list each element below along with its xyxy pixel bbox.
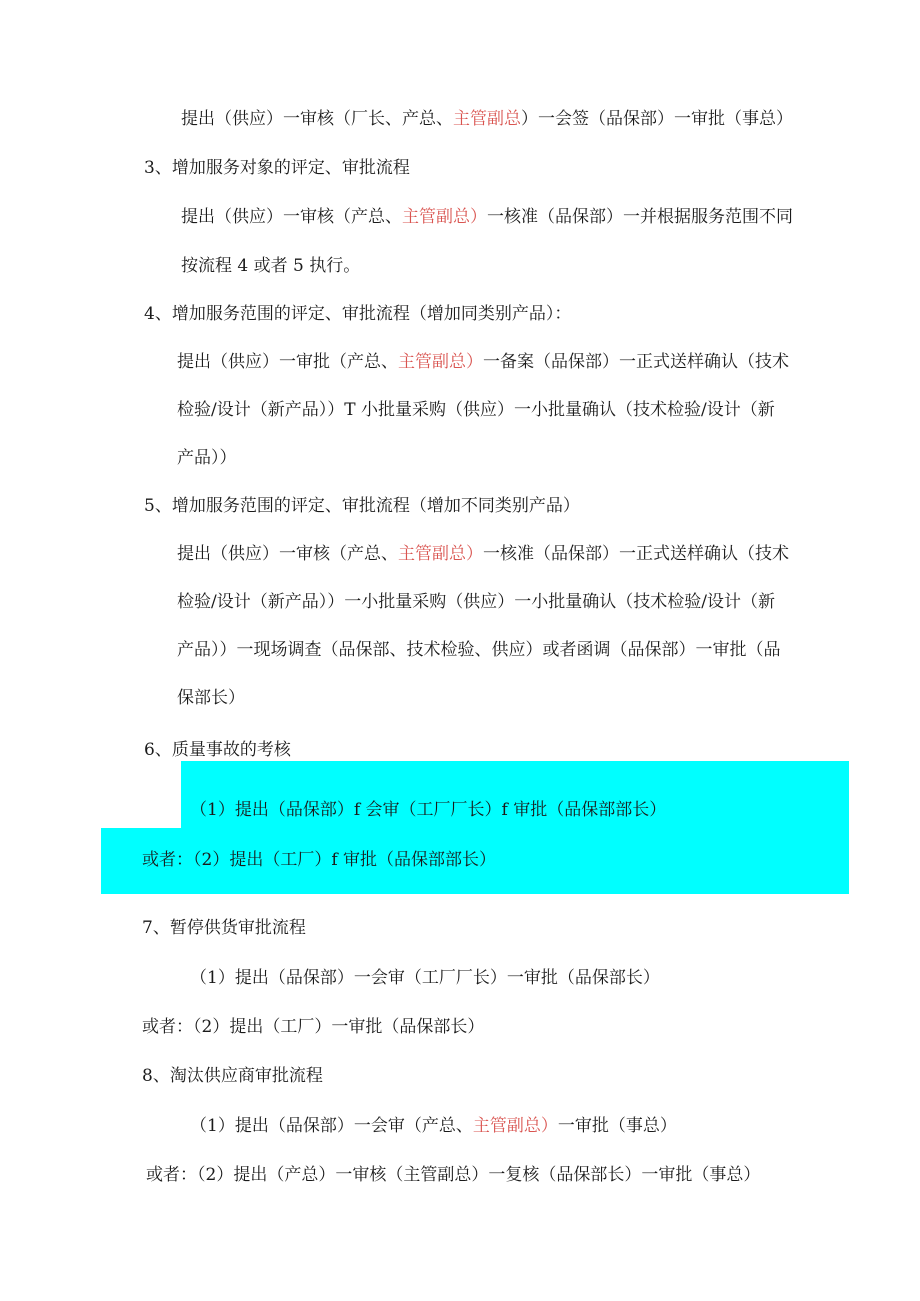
section-heading-4 bbox=[144, 302, 571, 326]
text-segment: 6、质量事故的考核 bbox=[144, 740, 291, 760]
text-segment: 5、增加服务范围的评定、审批流程（增加不同类别产品） bbox=[144, 496, 580, 516]
text-segment: 或者：（2）提出（工厂）f 审批（品保部部长） bbox=[142, 850, 497, 870]
section-heading-5 bbox=[144, 494, 580, 518]
highlighted-text: 主管副总） bbox=[402, 207, 487, 227]
text-line bbox=[177, 446, 237, 470]
text-line bbox=[177, 686, 245, 710]
text-segment: 一核准（品保部）一正式送样确认（技术 bbox=[483, 544, 789, 564]
text-segment: （1）提出（品保部）一会审（产总、 bbox=[190, 1116, 473, 1136]
text-segment: ）一会签（品保部）一审批（事总） bbox=[521, 109, 793, 129]
section-heading-6 bbox=[144, 738, 291, 762]
highlighted-text: 主管副总 bbox=[453, 109, 521, 129]
highlighted-text: 主管副总） bbox=[472, 1116, 558, 1136]
text-segment: （1）提出（品保部）一会审（工厂厂长）一审批（品保部长） bbox=[190, 968, 660, 988]
text-segment: 3、增加服务对象的评定、审批流程 bbox=[144, 158, 410, 178]
text-segment: 产品））一现场调查（品保部、技术检验、供应）或者函调（品保部）一审批（品 bbox=[177, 640, 781, 660]
text-segment: 4、增加服务范围的评定、审批流程（增加同类别产品）： bbox=[144, 304, 572, 324]
text-segment: 按流程 4 或者 5 执行。 bbox=[181, 256, 361, 276]
text-segment: 8、淘汰供应商审批流程 bbox=[142, 1066, 323, 1086]
text-line bbox=[177, 398, 775, 422]
text-segment: 或者：（2）提出（产总）一审核（主管副总）一复核（品保部长）一审批（事总） bbox=[146, 1165, 761, 1185]
text-segment: 一备案（品保部）一正式送样确认（技术 bbox=[483, 352, 789, 372]
section-heading-3 bbox=[144, 156, 410, 180]
text-line bbox=[177, 542, 789, 566]
text-segment: 或者：（2）提出（工厂）一审批（品保部长） bbox=[142, 1017, 485, 1037]
text-segment: 一核准（品保部）一并根据服务范围不同 bbox=[487, 207, 793, 227]
text-segment: 一审批（事总） bbox=[557, 1116, 677, 1136]
text-segment: （1）提出（品保部）f 会审（工厂厂长）f 审批（品保部部长） bbox=[190, 800, 667, 820]
text-segment: 检验/设计（新产品））一小批量采购（供应）一小批量确认（技术检验/设计（新 bbox=[177, 592, 775, 612]
text-line bbox=[177, 350, 789, 374]
text-segment: 7、暂停供货审批流程 bbox=[142, 918, 306, 938]
text-segment: 提出（供应）一审核（厂长、产总、 bbox=[181, 109, 453, 129]
text-segment: 产品）） bbox=[177, 448, 237, 468]
text-segment: 提出（供应）一审核（产总、 bbox=[181, 207, 402, 227]
text-line bbox=[142, 1015, 484, 1039]
text-line bbox=[181, 205, 793, 229]
text-segment: 提出（供应）一审批（产总、 bbox=[177, 352, 398, 372]
text-line bbox=[177, 638, 781, 662]
section-heading-7 bbox=[142, 916, 306, 940]
text-line bbox=[142, 848, 496, 872]
section-heading-8 bbox=[142, 1064, 323, 1088]
text-line bbox=[190, 798, 666, 822]
text-segment: 保部长） bbox=[177, 688, 245, 708]
text-line bbox=[181, 107, 793, 131]
text-line bbox=[177, 590, 775, 614]
text-line bbox=[181, 254, 360, 278]
text-segment: 提出（供应）一审核（产总、 bbox=[177, 544, 398, 564]
text-line bbox=[190, 966, 660, 990]
text-line bbox=[146, 1163, 760, 1187]
highlighted-text: 主管副总） bbox=[398, 544, 483, 564]
text-segment: 检验/设计（新产品））T 小批量采购（供应）一小批量确认（技术检验/设计（新 bbox=[177, 400, 775, 420]
highlighted-text: 主管副总） bbox=[398, 352, 483, 372]
text-line bbox=[190, 1114, 677, 1138]
